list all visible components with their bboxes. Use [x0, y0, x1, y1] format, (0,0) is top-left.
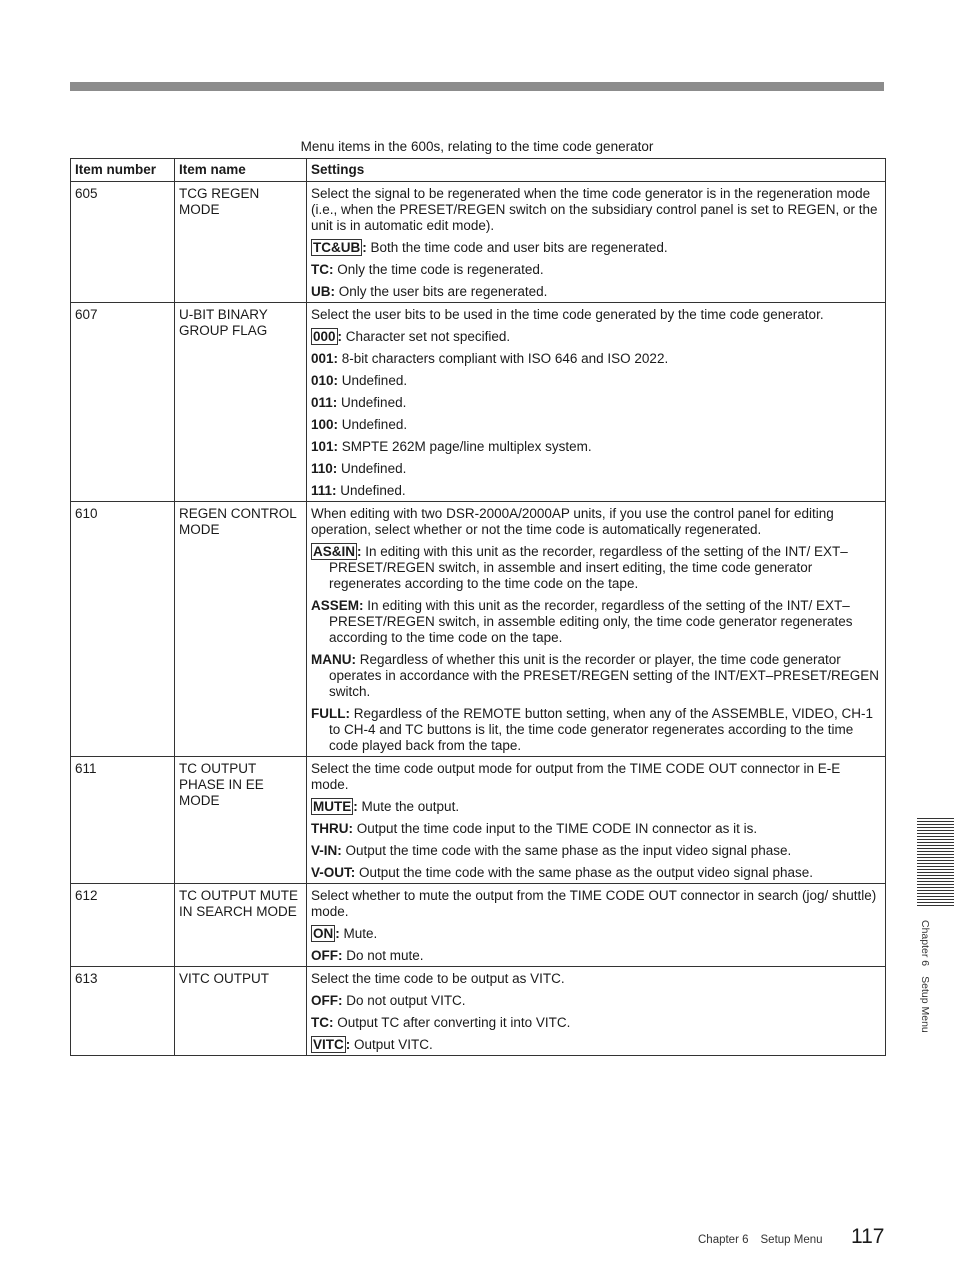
- side-chapter-label: [919, 920, 931, 1033]
- option-separator: :: [337, 329, 343, 344]
- header-settings: Settings: [307, 159, 886, 182]
- option-text: Only the time code is regenerated.: [333, 262, 544, 277]
- default-option-key: 000: [313, 329, 336, 344]
- option-text: Undefined.: [336, 483, 406, 498]
- default-option-key: MUTE: [313, 799, 352, 814]
- option-separator: :: [338, 993, 343, 1008]
- option-key: 111: [311, 483, 333, 498]
- thumb-index-line: [917, 830, 954, 831]
- thumb-index-line: [917, 848, 954, 849]
- option-text: Output the time code input to the TIME CODE IN connector as it is.: [353, 821, 758, 836]
- footer-chapter-title: Setup Menu: [760, 1234, 823, 1246]
- setting-option: [311, 652, 881, 700]
- page-number: 117: [851, 1225, 885, 1248]
- table-row: [71, 884, 886, 967]
- item-number: 613: [71, 967, 175, 1056]
- thumb-index-line: [917, 824, 954, 825]
- setting-option: [311, 1015, 881, 1031]
- item-settings: [307, 182, 886, 303]
- thumb-index-line: [917, 818, 954, 819]
- side-chapter-number: Chapter 6: [919, 920, 931, 967]
- option-separator: :: [362, 240, 367, 255]
- thumb-index-line: [917, 842, 954, 843]
- default-option-key: AS&IN: [313, 544, 356, 559]
- option-text: In editing with this unit as the recorder, regardless of the setting of the INT/ EXT–PRESET/REGEN switch, in assemble editing only, the time code generator regenerates according to the time code on the tape.: [329, 598, 853, 645]
- header-item-name: Item name: [175, 159, 307, 182]
- option-separator: :: [333, 351, 339, 366]
- thumb-index-line: [917, 860, 954, 861]
- option-text: SMPTE 262M page/line multiplex system.: [338, 439, 592, 454]
- option-text: Mute.: [339, 926, 378, 941]
- option-separator: :: [332, 461, 338, 476]
- setting-description: Select the user bits to be used in the time code generated by the time code generator.: [311, 307, 824, 322]
- default-option-key: ON: [313, 926, 334, 941]
- option-text: Mute the output.: [357, 799, 460, 814]
- option-separator: :: [345, 1037, 351, 1052]
- item-name: VITC OUTPUT: [175, 967, 307, 1056]
- option-text: Undefined.: [337, 395, 407, 410]
- setting-option: [311, 865, 881, 881]
- option-key: 010: [311, 373, 334, 388]
- header-item-number: Item number: [71, 159, 175, 182]
- item-settings: [307, 303, 886, 502]
- table-header-row: [71, 159, 886, 182]
- option-text: Character set not specified.: [342, 329, 511, 344]
- setting-option: [311, 948, 881, 964]
- setting-option: [311, 284, 881, 300]
- thumb-index-line: [917, 896, 954, 897]
- thumb-index-line: [917, 839, 954, 840]
- setting-option: [311, 373, 881, 389]
- setting-option: [311, 417, 881, 433]
- setting-option: [311, 544, 881, 592]
- setting-description: Select whether to mute the output from the TIME CODE OUT connector in search (jog/ shuttle) mode.: [311, 888, 877, 919]
- option-text: Output the time code with the same phase as the input video signal phase.: [341, 843, 792, 858]
- option-separator: :: [359, 598, 364, 613]
- thumb-index-line: [917, 881, 954, 882]
- option-text: Output the time code with the same phase as the output video signal phase.: [355, 865, 814, 880]
- thumb-index-line: [917, 827, 954, 828]
- setting-option: [311, 262, 881, 278]
- option-key: V-OUT: [311, 865, 351, 880]
- default-option-key: TC&UB: [313, 240, 361, 255]
- thumb-index-line: [917, 899, 954, 900]
- option-key: 110: [311, 461, 333, 476]
- item-number: 612: [71, 884, 175, 967]
- option-text: Do not mute.: [342, 948, 424, 963]
- option-text: Both the time code and user bits are regenerated.: [366, 240, 668, 255]
- thumb-index-line: [917, 845, 954, 846]
- option-separator: :: [351, 652, 356, 667]
- option-key: 100: [311, 417, 334, 432]
- table-caption: Menu items in the 600s, relating to the time code generator: [300, 139, 654, 154]
- item-name: U-BIT BINARY GROUP FLAG: [175, 303, 307, 502]
- option-key: 101: [311, 439, 334, 454]
- option-key: THRU: [311, 821, 349, 836]
- thumb-index-line: [917, 905, 954, 906]
- setting-option: [311, 799, 881, 815]
- setting-option: [311, 351, 881, 367]
- table-row: [71, 967, 886, 1056]
- footer-chapter-label: [698, 1234, 823, 1246]
- option-separator: :: [330, 284, 335, 299]
- setting-option: [311, 439, 881, 455]
- option-text: 8-bit characters compliant with ISO 646 and ISO 2022.: [338, 351, 669, 366]
- option-separator: :: [348, 821, 353, 836]
- table-row: [71, 303, 886, 502]
- setting-option: [311, 1037, 881, 1053]
- option-key: OFF: [311, 948, 338, 963]
- side-chapter-title: Setup Menu: [919, 976, 931, 1033]
- thumb-index-line: [917, 890, 954, 891]
- thumb-index-line: [917, 902, 954, 903]
- setting-option: [311, 483, 881, 499]
- option-separator: :: [350, 865, 356, 880]
- option-separator: :: [333, 373, 339, 388]
- item-settings: [307, 884, 886, 967]
- item-name: REGEN CONTROL MODE: [175, 502, 307, 757]
- thumb-index-line: [917, 878, 954, 879]
- thumb-index-line: [917, 866, 954, 867]
- table-row: [71, 757, 886, 884]
- item-settings: [307, 967, 886, 1056]
- option-separator: :: [329, 1015, 334, 1030]
- setting-description: Select the time code to be output as VITC.: [311, 971, 565, 986]
- option-separator: :: [338, 948, 343, 963]
- option-text: Output VITC.: [350, 1037, 433, 1052]
- option-key: 011: [311, 395, 333, 410]
- option-text: Output TC after converting it into VITC.: [333, 1015, 571, 1030]
- option-text: Only the user bits are regenerated.: [335, 284, 548, 299]
- option-separator: :: [357, 544, 362, 559]
- thumb-index-line: [917, 821, 954, 822]
- item-name: TC OUTPUT MUTE IN SEARCH MODE: [175, 884, 307, 967]
- option-separator: :: [337, 843, 342, 858]
- option-key: TC: [311, 1015, 329, 1030]
- thumb-index-line: [917, 893, 954, 894]
- thumb-index-line: [917, 863, 954, 864]
- thumb-index-line: [917, 875, 954, 876]
- option-key: ASSEM: [311, 598, 360, 613]
- option-key: MANU: [311, 652, 352, 667]
- option-separator: :: [345, 706, 350, 721]
- option-text: Undefined.: [338, 417, 408, 432]
- option-key: TC: [311, 262, 329, 277]
- setting-option: [311, 926, 881, 942]
- option-separator: :: [333, 439, 339, 454]
- thumb-index-line: [917, 854, 954, 855]
- table-row: [71, 502, 886, 757]
- setting-option: [311, 461, 881, 477]
- item-settings: [307, 757, 886, 884]
- setting-description: Select the signal to be regenerated when the time code generator is in the regeneration mode (i.e., when the PRESET/REGEN switch on the subsidiary control panel is set to REGEN, or the unit is in automatic edit mode).: [311, 186, 878, 233]
- option-separator: :: [335, 926, 340, 941]
- thumb-index-line: [917, 836, 954, 837]
- setting-option: [311, 993, 881, 1009]
- thumb-index-line: [917, 851, 954, 852]
- item-settings: [307, 502, 886, 757]
- item-name: TCG REGEN MODE: [175, 182, 307, 303]
- chapter-thumb-index: [917, 818, 954, 910]
- thumb-index-line: [917, 833, 954, 834]
- footer-chapter-number: Chapter 6: [698, 1234, 749, 1246]
- option-key: 001: [311, 351, 334, 366]
- thumb-index-line: [917, 869, 954, 870]
- option-separator: :: [333, 417, 339, 432]
- option-text: Do not output VITC.: [342, 993, 466, 1008]
- option-separator: :: [332, 395, 338, 410]
- thumb-index-line: [917, 884, 954, 885]
- option-key: V-IN: [311, 843, 338, 858]
- menu-items-table: [70, 158, 886, 1056]
- option-separator: :: [332, 483, 337, 498]
- thumb-index-line: [917, 872, 954, 873]
- option-key: OFF: [311, 993, 338, 1008]
- setting-option: [311, 329, 881, 345]
- table-body: [71, 182, 886, 1056]
- option-key: UB: [311, 284, 331, 299]
- thumb-index-line: [917, 887, 954, 888]
- item-number: 605: [71, 182, 175, 303]
- option-text: In editing with this unit as the recorder, regardless of the setting of the INT/ EXT–PRESET/REGEN switch, in assemble and insert editing, the time code generator regenerates according to the time code on the tape.: [329, 544, 848, 591]
- thumb-index-line: [917, 857, 954, 858]
- setting-description: When editing with two DSR-2000A/2000AP units, if you use the control panel for editing operation, select whether or not the time code is automatically regenerated.: [311, 506, 834, 537]
- header-rule: [70, 82, 884, 91]
- item-name: TC OUTPUT PHASE IN EE MODE: [175, 757, 307, 884]
- setting-option: [311, 843, 881, 859]
- setting-option: [311, 395, 881, 411]
- option-text: Regardless of whether this unit is the recorder or player, the time code generator operates in accordance with the PRESET/REGEN setting of the INT/EXT–PRESET/REGEN switch.: [329, 652, 879, 699]
- setting-option: [311, 598, 881, 646]
- table-row: [71, 182, 886, 303]
- option-separator: :: [329, 262, 334, 277]
- setting-option: [311, 706, 881, 754]
- item-number: 610: [71, 502, 175, 757]
- setting-description: Select the time code output mode for output from the TIME CODE OUT connector in E-E mode.: [311, 761, 841, 792]
- option-text: Regardless of the REMOTE button setting, when any of the ASSEMBLE, VIDEO, CH-1 to CH-4 and TC buttons is lit, the time code generator regenerates according to the time code played back from the tape.: [329, 706, 873, 753]
- setting-option: [311, 240, 881, 256]
- default-option-key: VITC: [313, 1037, 344, 1052]
- setting-option: [311, 821, 881, 837]
- option-text: Undefined.: [338, 373, 408, 388]
- item-number: 607: [71, 303, 175, 502]
- item-number: 611: [71, 757, 175, 884]
- option-text: Undefined.: [337, 461, 407, 476]
- option-separator: :: [353, 799, 358, 814]
- option-key: FULL: [311, 706, 346, 721]
